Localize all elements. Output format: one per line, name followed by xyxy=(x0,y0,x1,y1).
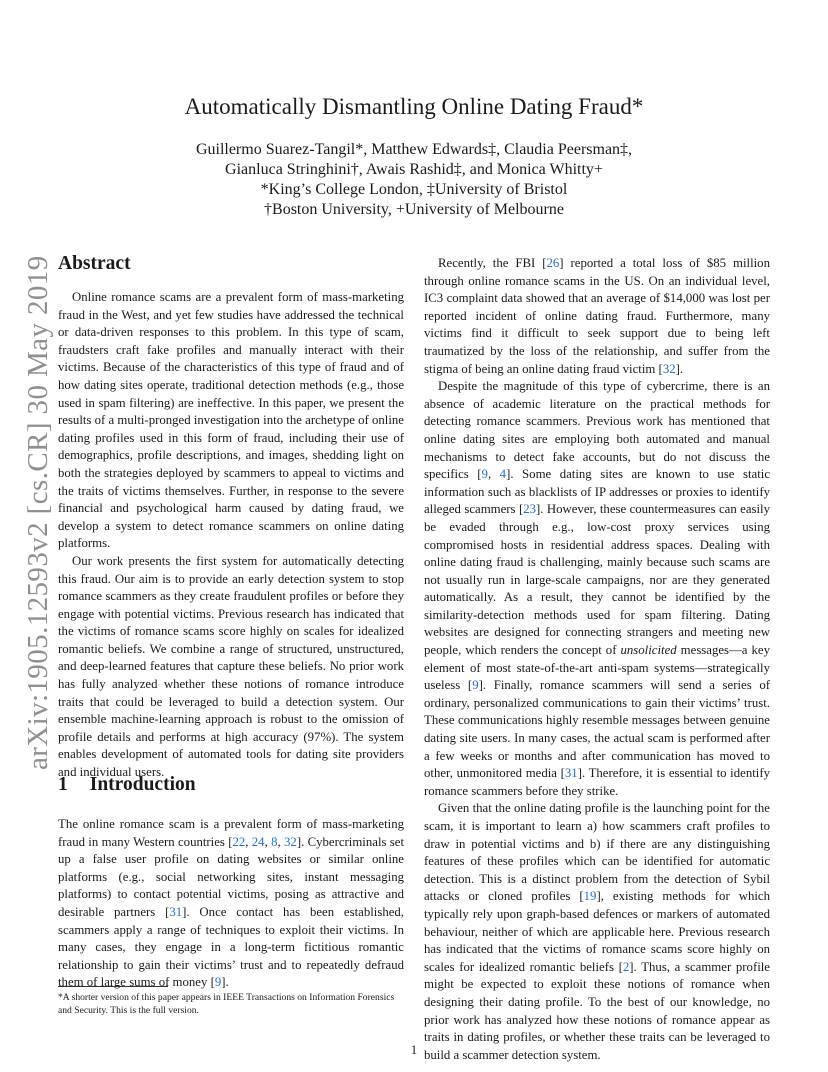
section-title: Introduction xyxy=(89,774,196,795)
citation-link[interactable]: 31 xyxy=(564,766,578,781)
introduction-left-column xyxy=(58,816,404,992)
citation-link[interactable]: 4 xyxy=(499,467,507,482)
citation-link[interactable]: 2 xyxy=(622,959,630,974)
abstract-heading: Abstract xyxy=(58,253,131,274)
citation-link[interactable]: 9 xyxy=(481,467,488,482)
citation-link[interactable]: 9 xyxy=(214,975,222,990)
citation-link[interactable]: 32 xyxy=(284,834,297,849)
right-column xyxy=(424,255,770,1064)
citation-link[interactable]: 19 xyxy=(583,889,597,904)
citation-link[interactable]: 8 xyxy=(271,834,278,849)
affiliation-line-2: †Boston University, +University of Melbourne xyxy=(264,201,564,218)
citation-link[interactable]: 22 xyxy=(232,834,246,849)
author-block xyxy=(0,140,828,220)
section-number: 1 xyxy=(58,774,68,795)
citation-link[interactable]: 32 xyxy=(662,361,676,376)
abstract-paragraph-2: Our work presents the first system for automatically detecting this fraud. Our aim is to provide an early detection system to stop romance scammers as they create fraudulent profiles or before they engage with potential victims. Previous research has indicated that the victims of romance scams score highly on scales for idealized romantic beliefs. We combine a range of structured, unstructured, and deep-learned features that capture these beliefs. No prior work has fully analyzed whether these notions of romance introduce traits that could be leveraged to build a detection system. Our ensemble machine-learning approach is robust to the omission of profile details and performs at high accuracy (97%). The system enables development of automated tools for dating site providers and individual users. xyxy=(58,553,404,780)
paper-title: Automatically Dismantling Online Dating Fraud* xyxy=(184,94,644,119)
author-line-2: Gianluca Stringhini†, Awais Rashid‡, and Monica Whitty+ xyxy=(225,161,603,178)
affiliation-line-1: *King’s College London, ‡University of Bristol xyxy=(260,181,568,198)
citation-link[interactable]: 24 xyxy=(251,834,265,849)
arxiv-sidebar-id: arXiv:1905.12593v2 [cs.CR] 30 May 2019 xyxy=(22,255,54,770)
right-paragraph-3: Given that the online dating profile is the launching point for the scam, it is important to learn a) how scammers craft profiles to draw in potential victims and b) if there are any distinguishing features of these profiles which can be identified for automatic detection. This is a distinct problem from the detection of Sybil attacks or cloned profiles [19], existing methods for which typically rely upon graph-based defences or markers of automated behaviour, neither of which are applicable here. Previous research has indicated that the victims of romance scams score highly on scales for idealized romantic beliefs [2]. Thus, a scammer profile might be expected to exploit these notions of romance when designing their dating profile. To the best of our knowledge, no prior work has analyzed how these notions of romance appear as traits in dating profiles, or whether these traits can be leveraged to build a scammer detection system. xyxy=(424,801,770,1062)
right-paragraph-2: Despite the magnitude of this type of cybercrime, there is an absence of academic literature on the practical methods for detecting romance scammers. Previous work has mentioned that online dating sites are employing both automated and manual mechanisms to detect fake accounts, but do not discuss the specifics [9, 4]. Some dating sites are known to use static information such as blacklists of IP addresses or proxies to identify alleged scammers [23]. However, these countermeasures can easily be evaded through e.g., low-cost proxy services using compromised hosts in residential address spaces. Dealing with online dating fraud is challenging, mainly because such scams are not usually run in large-scale campaigns, nor are they generated automatically. As a result, they cannot be identified by the similarity-detection methods used for spam filtering. Dating websites are designed for connecting strangers and meeting new people, which renders the concept of unsolicited messages—a key element of most state-of-the-art anti-spam systems—strategically useless [9]. Finally, romance scammers will send a series of ordinary, personalized communications to gain their victims’ trust. These communications highly resemble messages between genuine dating site users. In many cases, the actual scam is performed after a few weeks or months and after communication has moved to other, unmonitored media [31]. Therefore, it is essential to identify romance scammers before they strike. xyxy=(424,379,771,798)
emphasis-unsolicited: unsolicited xyxy=(620,643,677,658)
abstract-body xyxy=(58,289,404,782)
author-line-1: Guillermo Suarez-Tangil*, Matthew Edwards‡, Claudia Peersman‡, xyxy=(195,141,633,158)
intro-paragraph-1: The online romance scam is a prevalent form of mass-marketing fraud in many Western countries [22, 24, 8, 32]. Cybercriminals set up a false user profile on dating websites or similar online platforms (e.g., social networking sites, instant messaging platforms) to contact potential victims, posing as attractive and desirable partners [31]. Once contact has been established, scammers apply a range of techniques to exploit their victims. In many cases, they engage in a long-term fictitious romantic relationship to gain their victims’ trust and to repeatedly defraud them of large sums of money [9]. xyxy=(58,817,404,990)
right-paragraph-1: Recently, the FBI [26] reported a total loss of $85 million through online romance scams in the US. On an individual level, IC3 complaint data showed that an average of $14,000 was lost per reported incident of online dating fraud. Furthermore, many victims find it difficult to seek support due to being left traumatized by the loss of the relationship, and suffer from the stigma of being an online dating fraud victim [32]. xyxy=(424,256,770,376)
section-heading-introduction xyxy=(58,774,196,796)
abstract-paragraph-1: Online romance scams are a prevalent form of mass-marketing fraud in the West, and yet few studies have addressed the technical or data-driven responses to this problem. In this type of scam, fraudsters craft fake profiles and manually interact with their victims. Because of the characteristics of this type of fraud and of how dating sites operate, traditional detection methods (e.g., those used in spam filtering) are ineffective. In this paper, we present the results of a multi-pronged investigation into the archetype of online dating profiles used in this form of fraud, including their use of demographics, profile descriptions, and images, shedding light on both the strategies deployed by scammers to appeal to victims and the traits of victims themselves. Further, in response to the severe financial and psychological harm caused by dating fraud, we develop a system to detect romance scammers on online dating platforms. xyxy=(58,290,404,551)
footnote-rule xyxy=(58,986,168,987)
footnote: *A shorter version of this paper appears in IEEE Transactions on Information Forensics and Security. This is the full version. xyxy=(58,992,395,1016)
citation-link[interactable]: 26 xyxy=(546,256,560,270)
citation-link[interactable]: 31 xyxy=(169,904,183,919)
page-number: 1 xyxy=(410,1043,418,1057)
citation-link[interactable]: 23 xyxy=(523,502,536,517)
citation-link[interactable]: 9 xyxy=(472,678,479,693)
